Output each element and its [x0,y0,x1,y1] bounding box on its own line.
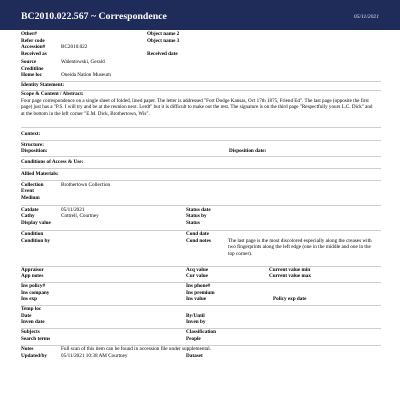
label-allied-materials: Allied Materials: [21,171,59,178]
label-inven-date: Inven date [21,319,45,326]
value-collection: Brothertown Collection [61,182,111,189]
value-cond-notes: The last page is the most discolored especially along the creases with two fingerprints along the left edge (one in the middle and one in the top corner). [228,237,372,257]
record-body [21,31,381,359]
value-source: Walentowski, Gerald [61,59,105,66]
label-display-value: Display value [21,219,51,226]
row-updated-by [21,353,381,360]
divider [21,168,381,169]
label-people: People [186,335,201,342]
row-app-notes [21,273,381,282]
label-received-date: Received date [147,50,178,57]
label-updated-by: Updated/by [21,352,47,359]
row-event [21,188,381,195]
label-ins-company: Ins company [21,289,50,296]
label-collection: Collection [21,182,44,189]
label-received-as: Received as [21,50,47,57]
divider [21,81,381,82]
label-home-loc: Home loc [21,72,42,79]
value-notes: Full scan of this item can be found in accession file under supplemental. [61,345,211,352]
row-inven-date [21,319,381,328]
row-creditline [21,66,381,73]
label-object-name-3: Object name 3 [147,37,180,44]
row-disposition [21,148,381,156]
section-allied-materials [21,168,381,180]
label-ins-phone: Ins phone# [186,282,211,289]
label-source: Source [21,59,37,66]
label-by-until: By/Until [186,312,205,319]
row-other [21,31,381,38]
label-current-value-max: Current value max [269,272,311,279]
record-title: BC2010.022.567 ~ Correspondence [21,11,167,22]
label-accession: Accession# [21,44,46,51]
row-appraisor [21,266,381,273]
section-conditions-access [21,156,381,168]
record-header [0,0,400,30]
label-cur-value: Cur value [186,272,208,279]
divider [21,156,381,157]
row-collection [21,180,381,188]
label-identity-statement: Identity Statement: [21,81,65,88]
label-disposition-date: Disposition date: [229,147,267,154]
label-cathy: Cathy [21,213,35,219]
value-home-loc: Oneida Nation Museum [61,72,111,79]
label-conditions-access: Conditions of Access & Use: [21,158,84,165]
label-structure: Structure: [21,141,44,148]
label-refer-code: Refer code [21,37,45,44]
label-ins-policy: Ins policy# [21,282,46,289]
divider [21,180,381,181]
label-inven-by: Inven by [186,319,206,326]
label-ins-exp: Ins exp [21,296,38,303]
label-event: Event [21,188,34,195]
label-status: Status [186,219,200,226]
row-source [21,59,381,66]
divider [21,127,381,128]
row-search-terms [21,336,381,345]
row-ins-company [21,290,381,297]
row-home-loc [21,72,381,80]
label-context: Context: [21,131,41,138]
section-context [21,127,381,140]
row-ins-policy [21,282,381,290]
label-temp-loc: Temp loc [21,306,42,313]
label-ins-value: Ins value [186,296,207,303]
label-object-name-2: Object name 2 [147,31,180,37]
label-cond-date: Cond date [186,231,209,238]
label-acq-value: Acq value [186,266,209,273]
section-scope [21,91,381,98]
row-temp-loc [21,305,381,313]
row-condition [21,230,381,238]
label-catdate: Catdate [21,206,39,213]
row-condition-by [21,238,381,266]
row-date [21,313,381,320]
label-condition-by: Condition by [21,237,50,244]
label-other: Other# [21,31,37,37]
row-received-as [21,51,381,59]
label-app-notes: App notes [21,272,44,279]
label-date: Date [21,312,32,319]
row-accession [21,44,381,51]
row-structure [21,140,381,147]
label-disposition: Disposition: [21,147,48,154]
row-display-value [21,220,381,230]
label-cond-notes: Cond notes [186,237,211,244]
value-accession: BC2010.022 [61,44,88,51]
label-notes: Notes [21,345,34,352]
label-creditline: Creditline [21,65,44,72]
label-current-value-min: Current value min [269,266,311,273]
label-condition: Condition [21,231,44,238]
label-appraisor: Appraisor [21,266,44,273]
row-ins-exp [21,296,381,305]
label-ins-premium: Ins premium [186,289,215,296]
label-dataset: Dataset [186,352,203,359]
label-classification: Classification [186,329,216,336]
spacer [21,117,381,127]
value-updated-by: 05/11/2021 10:38 AM Courtney [61,352,128,359]
value-catdate: 05/11/2021 [61,206,85,213]
label-medium: Medium [21,195,40,201]
value-cathy: Cottrell, Courtney [61,213,99,219]
row-catdate [21,205,381,213]
row-subjects [21,328,381,336]
label-status-by: Status by [186,213,207,219]
label-search-terms: Search terms [21,335,51,342]
label-status-date: Status date [186,206,211,213]
divider [21,305,381,306]
row-medium [21,195,381,205]
label-subjects: Subjects [21,329,40,336]
divider [21,140,381,141]
record-date: 05/11/2021 [353,14,379,20]
value-scope-content: Four page correspondence on a single sheet of folded, lined paper. The letter is addressed "Fort Dodge Kansas, Oct 17th 1875, Friend Ed". The last page (opposite the first page) just has a "P.S. I will try and be at the reunion next. Lerdt" but it is difficult to make out the rest. The signature is on the third page "Respectfully yours L.C. Dick" and at the bottom in the left corner "E.M. Dick, Brothertown, Wis". [21,97,373,117]
label-scope-content: Scope & Content / Abstract: [21,91,84,98]
section-identity [21,81,381,91]
label-policy-exp-date: Policy exp date [273,296,307,303]
row-notes [21,345,381,353]
row-cathy [21,213,381,220]
row-refer-code [21,38,381,45]
